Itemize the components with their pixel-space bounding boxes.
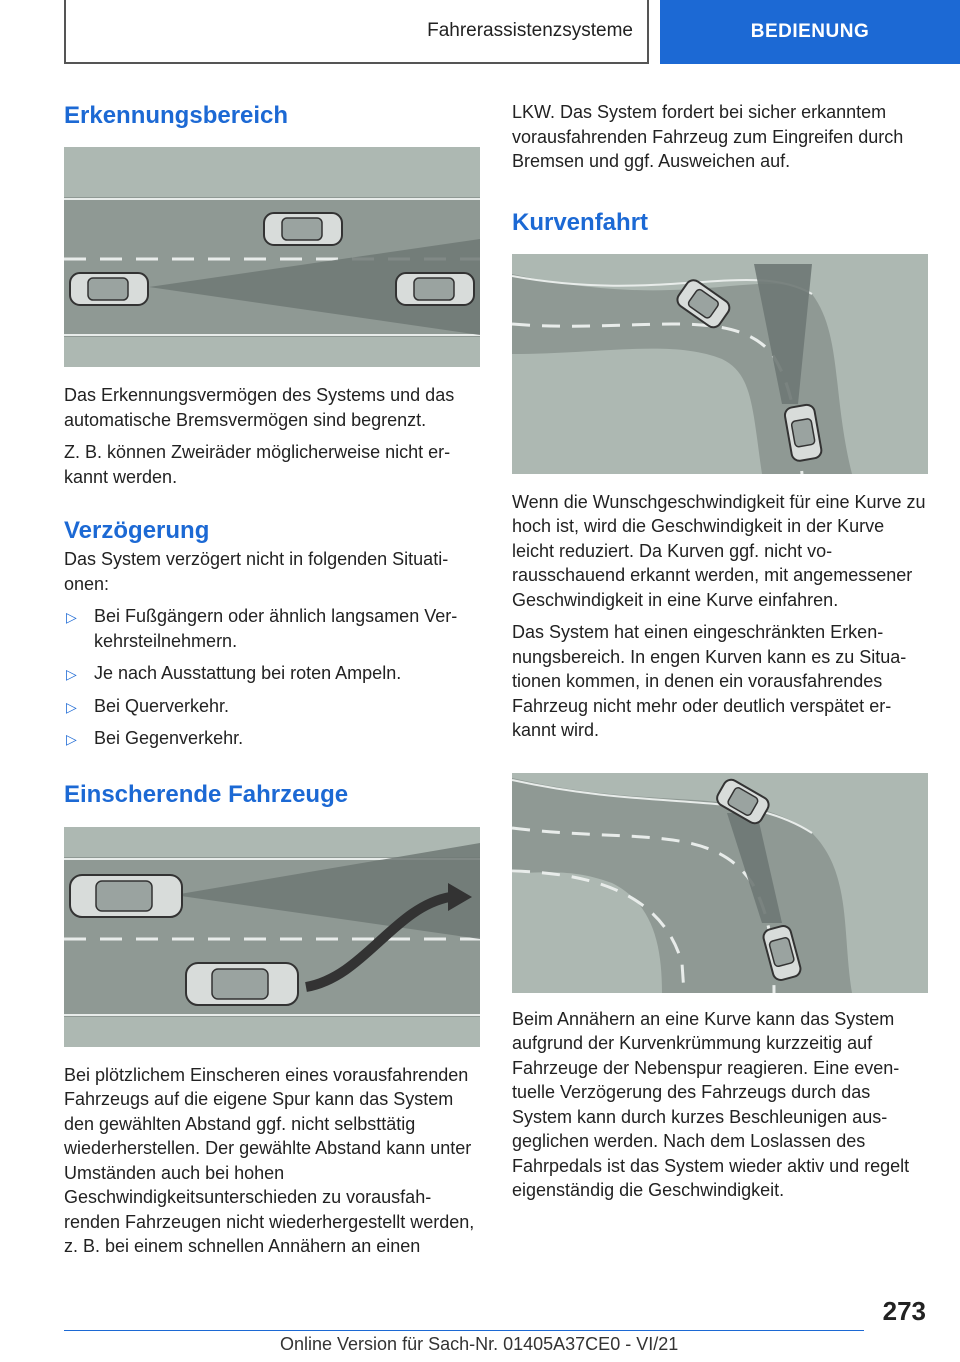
heading-einscherende-fahrzeuge: Einscherende Fahrzeuge	[64, 780, 349, 808]
paragraph-verzoegerung: Das System verzögert nicht in folgenden Situationen:	[64, 549, 449, 594]
list-item-text: Je nach Ausstattung bei roten Ampeln.	[94, 663, 402, 683]
list-item	[64, 694, 480, 719]
triangle-bullet-icon: ▷	[66, 609, 77, 625]
paragraph-lkw: LKW. Das System fordert bei sicher erkanntem vorausfahrenden Fahrzeug zum Eingreifen durch Bremsen und ggf. Ausweichen auf.	[512, 102, 904, 171]
left-column	[64, 100, 480, 1259]
list-item-text: Bei Querverkehr.	[94, 695, 230, 716]
figure-kurvenfahrt-1	[512, 254, 928, 474]
heading-kurvenfahrt: Kurvenfahrt	[512, 208, 649, 236]
paragraph-erkennung-2: Z. B. können Zweiräder möglicherweise nicht erkannt werden.	[64, 442, 451, 487]
page-number: 273	[882, 1296, 926, 1326]
figure-einscherende-fahrzeuge	[64, 827, 480, 1047]
paragraph-kurve-3: Beim Annähern an eine Kurve kann das System aufgrund der Kurvenkrümmung kurzzeitig auf Fahrzeuge der Nebenspur reagieren. Eine eventuelle Verzögerung des Fahrzeugs durch das System kann durch kurzes Beschleunigen ausgeglichen werden. Nach dem Loslassen des Fahrpedals ist das System wieder aktiv und regelt eigenständig die Geschwindigkeit.	[512, 1008, 910, 1200]
triangle-bullet-icon: ▷	[66, 666, 77, 682]
footer-online-version: Online Version für Sach-Nr. 01405A37CE0 - VI/21	[280, 1334, 679, 1354]
list-item-text: Bei Fußgängern oder ähnlich langsamen Verkehrsteilnehmern.	[94, 606, 458, 651]
triangle-bullet-icon: ▷	[66, 698, 77, 715]
list-item	[64, 604, 480, 653]
paragraph-kurve-1: Wenn die Wunschgeschwindigkeit für eine Kurve zu hoch ist, wird die Geschwindigkeit in der Kurve leicht reduziert. Da Kurven ggf. nicht vorausschauend erkannt werden, mit angemessener Geschwindigkeit in eine Kurve einfahren.	[512, 491, 926, 610]
right-column	[512, 100, 928, 1203]
list-item	[64, 661, 480, 686]
header-section-title: BEDIENUNG	[750, 21, 870, 42]
header-chapter-tab	[64, 0, 649, 64]
footer-divider	[64, 1330, 864, 1331]
list-item	[64, 726, 480, 751]
list-item-text: Bei Gegenverkehr.	[94, 728, 244, 748]
triangle-bullet-icon: ▷	[66, 731, 77, 747]
header-chapter-title: Fahrerassistenzsysteme	[427, 20, 633, 41]
figure-kurvenfahrt-2	[512, 773, 928, 993]
heading-erkennungsbereich: Erkennungsbereich	[64, 102, 289, 129]
heading-verzoegerung: Verzögerung	[64, 517, 210, 544]
paragraph-kurve-2: Das System hat einen eingeschränkten Erkennungsbereich. In engen Kurven kann es zu Situationen kommen, in denen ein vorausfahrendes Fahrzeug nicht mehr oder deutlich verspätet erkannt wird.	[512, 622, 907, 740]
header-section-tab	[660, 0, 960, 64]
bullet-list-verzoegerung	[64, 604, 480, 751]
figure-erkennungsbereich	[64, 147, 480, 367]
paragraph-erkennung-1: Das Erkennungsvermögen des Systems und das automatische Bremsvermögen sind begrenzt.	[64, 385, 455, 430]
paragraph-einscherende: Bei plötzlichem Einscheren eines vorausfahrenden Fahrzeugs auf die eigene Spur kann das System den gewählten Abstand ggf. nicht selbsttätig wiederherstellen. Der gewählte Abstand kann unter Umständen auch bei hohen Geschwindigkeitsunterschieden zu vorausfahrenden Fahrzeugen nicht wiederhergestellt werden, z. B. bei einem schnellen Annähern an einen	[64, 1064, 475, 1256]
